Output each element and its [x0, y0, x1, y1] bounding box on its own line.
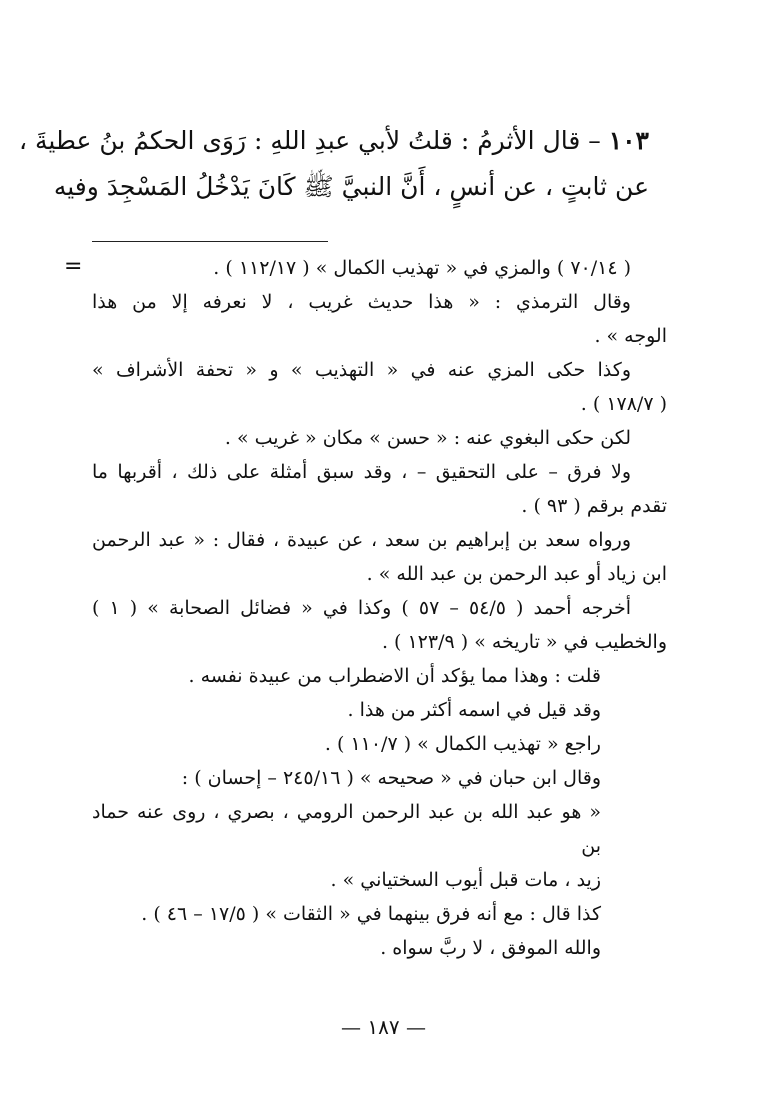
footnote-line: قلت : وهذا مما يؤكد أن الاضطراب من عبيدة نفسه .	[188, 665, 601, 687]
main-line-2: عن ثابتٍ ، عن أنسٍ ، أَنَّ النبيَّ ﷺ كَانَ يَدْخُلُ المَسْجِدَ وفيه	[53, 172, 649, 201]
main-line-1-text: – قال الأثرمُ : قلتُ لأبي عبدِ اللهِ : رَوَى الحكمُ بنُ عطيةَ ،	[18, 126, 609, 155]
footnote-line: ابن زياد أو عبد الرحمن بن عبد الله » .	[366, 563, 667, 585]
footnote-line: والخطيب في « تاريخه » ( ١٢٣/٩ ) .	[381, 631, 667, 653]
footnote-line: راجع « تهذيب الكمال » ( ١١٠/٧ ) .	[324, 733, 601, 755]
footnote-line: الوجه » .	[594, 325, 667, 347]
footnote-line: ولا فرق – على التحقيق – ، وقد سبق أمثلة على ذلك ، أقربها ما	[92, 461, 631, 483]
hadith-number: ١٠٣	[608, 126, 649, 155]
footnote-line: زيد ، مات قبل أيوب السختياني » .	[330, 869, 601, 891]
main-hadith-text	[18, 118, 649, 210]
footnote-line: تقدم برقم ( ٩٣ ) .	[521, 495, 667, 517]
footnote-line: ( ١٧٨/٧ ) .	[580, 393, 667, 415]
footnote-line: ورواه سعد بن إبراهيم بن سعد ، عن عبيدة ، فقال : « عبد الرحمن	[92, 529, 631, 551]
footnote-line: كذا قال : مع أنه فرق بينهما في « الثقات » ( ١٧/٥ – ٤٦ ) .	[141, 903, 601, 925]
footnotes	[92, 251, 667, 965]
page-number: — ١٨٧ —	[341, 1015, 426, 1039]
main-line-1	[18, 118, 649, 164]
footnote-line: وكذا حكى المزي عنه في « التهذيب » و « تحفة الأشراف »	[92, 359, 631, 381]
footnote-line: « هو عبد الله بن عبد الرحمن الرومي ، بصري ، روى عنه حماد بن	[92, 801, 601, 857]
footnote-line: وقال ابن حبان في « صحيحه » ( ٢٤٥/١٦ – إحسان ) :	[181, 767, 601, 789]
footnote-line: لكن حكى البغوي عنه : « حسن » مكان « غريب » .	[224, 427, 631, 449]
footnote-continuation-marker: =	[64, 254, 83, 279]
footnote-line: وقال الترمذي : « هذا حديث غريب ، لا نعرفه إلا من هذا	[92, 291, 631, 313]
footnote-line: ( ٧٠/١٤ ) والمزي في « تهذيب الكمال » ( ١١٢/١٧ ) .	[213, 257, 631, 279]
footnote-line: أخرجه أحمد ( ٥٤/٥ – ٥٧ ) وكذا في « فضائل الصحابة » ( ١ )	[92, 597, 632, 619]
footnote-line: وقد قيل في اسمه أكثر من هذا .	[347, 699, 601, 721]
footnote-separator	[92, 241, 328, 242]
footnote-line: والله الموفق ، لا ربَّ سواه .	[380, 937, 601, 959]
